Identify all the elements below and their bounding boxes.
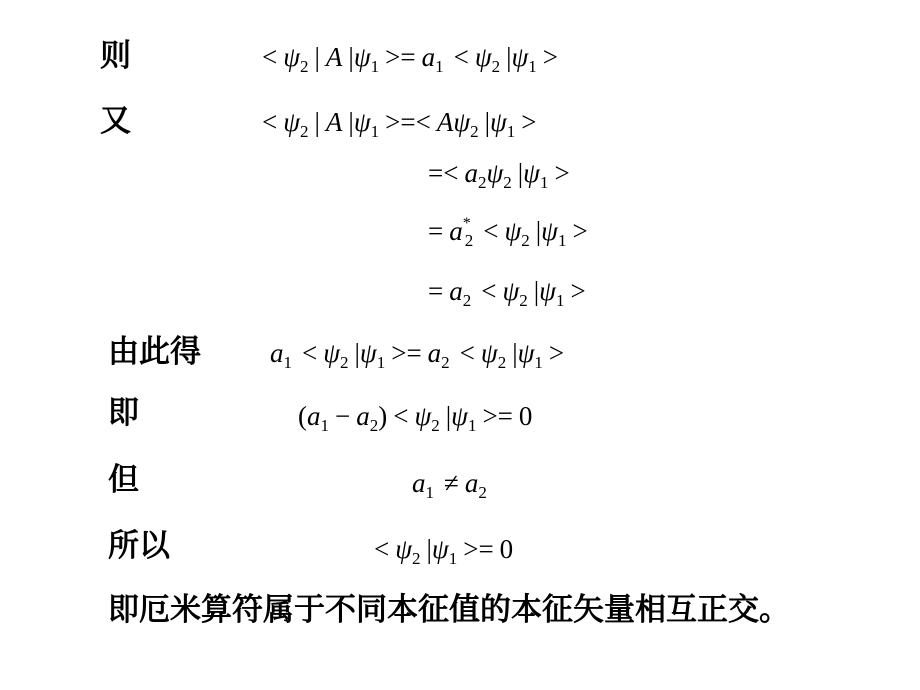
equation-9: < $\psi_2$ $|\psi_1 >= 0$	[374, 534, 514, 568]
equation-5: = $a_2 < \psi_2$ $|\psi_1$ >	[428, 276, 586, 310]
equation-3: =< $a_2\psi_2$ $|\psi_1$ >	[428, 158, 570, 192]
label-suoyi: 所以	[108, 528, 170, 564]
equation-8: $a_1 \ne a_2$	[412, 468, 487, 502]
label-youcide: 由此得	[108, 334, 201, 370]
label-dan: 但	[108, 462, 139, 498]
equation-6: $a_1 < \psi_2$ $|\psi_1 >= a_2 < \psi_2$ $|\psi_1$ >	[270, 338, 565, 372]
label-ze: 则	[100, 38, 131, 74]
label-you: 又	[100, 103, 131, 139]
equation-1: < $\psi_2$ | A $|\psi_1 >= a_1 < \psi_2$ $|\psi_1$ >	[262, 42, 559, 76]
equation-7: $(a_1 - a_2) < \psi_2$ $|\psi_1 >= 0$	[298, 401, 533, 435]
equation-4: = $a^*_2 < \psi_2$ $|\psi_1$ >	[428, 215, 588, 250]
conclusion-text: 即厄米算符属于不同本征值的本征矢量相互正交。	[108, 592, 790, 628]
label-ji: 即	[108, 395, 139, 431]
equation-2: < $\psi_2$ | A $|\psi_1$ >=< $A\psi_2$ $|\psi_1$ >	[262, 107, 537, 141]
